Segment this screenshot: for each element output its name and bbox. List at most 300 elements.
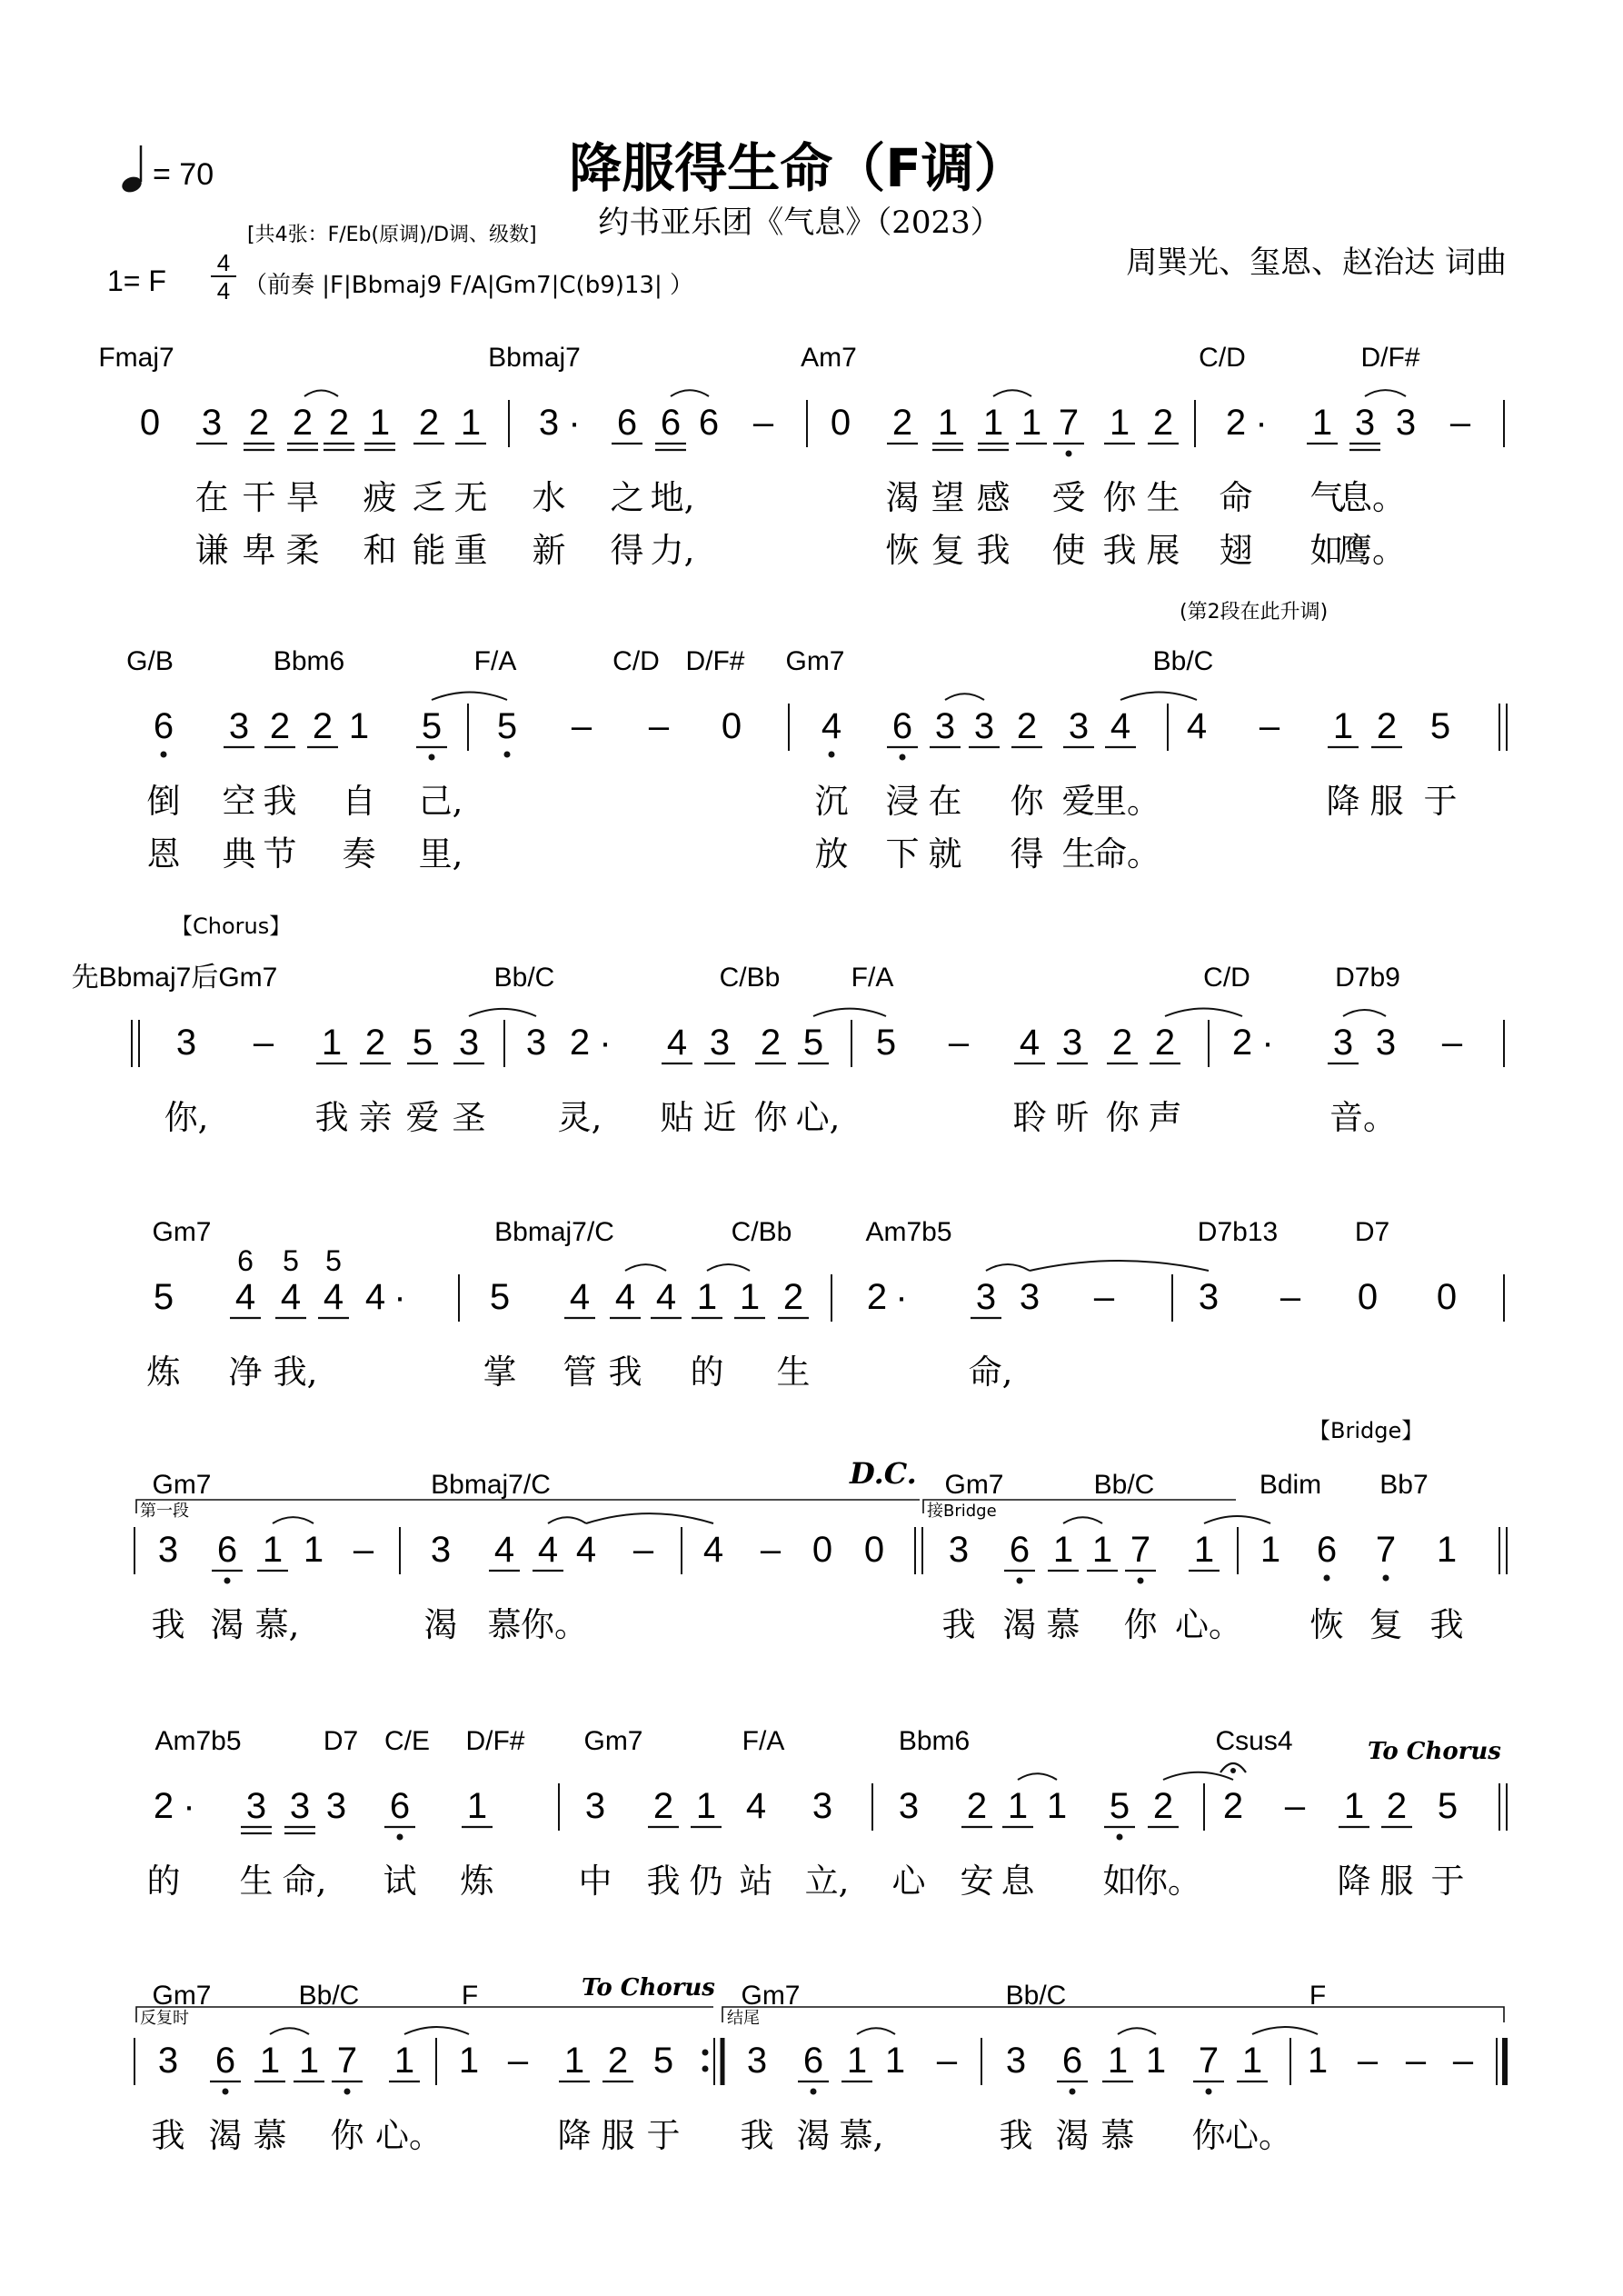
dash: –: [1357, 2041, 1379, 2081]
note: 1: [739, 1277, 761, 1317]
note: 5: [875, 1023, 897, 1063]
note: 4: [655, 1277, 677, 1317]
lyric-verse2: 奏: [342, 834, 376, 873]
dash: –: [253, 1023, 274, 1063]
note: ·: [1261, 1023, 1274, 1063]
note: 6: [216, 1530, 238, 1570]
tie: [304, 390, 338, 396]
lyric-verse2: 我: [976, 531, 1011, 570]
chord-symbol: C/D: [1199, 343, 1246, 373]
lyric-verse1: 灵,: [557, 1098, 602, 1137]
note: 2: [1222, 1786, 1244, 1826]
tie: [432, 693, 507, 700]
dash: –: [632, 1530, 654, 1570]
dash: –: [1093, 1277, 1115, 1317]
lyric-verse1: 服: [1379, 1862, 1414, 1901]
chord-symbol: Bb/C: [1005, 1981, 1067, 2011]
note: 2: [1016, 706, 1038, 746]
chord-symbol: D7: [1354, 1217, 1390, 1247]
lyric-verse1: 降: [1326, 782, 1360, 821]
lyric-verse1: 命,: [282, 1862, 327, 1901]
note: 3: [709, 1023, 731, 1063]
tempo-marking: [120, 145, 214, 195]
lyric-verse1: 你。: [1134, 1862, 1201, 1901]
chord-symbol: F/A: [742, 1726, 785, 1756]
lyric-verse1: 安: [960, 1862, 994, 1901]
octave-dot: [344, 2089, 351, 2095]
note: 6: [616, 403, 638, 443]
chord-symbol: F/A: [851, 963, 894, 993]
note: 6: [153, 706, 174, 746]
lyric-verse1: 我: [151, 2116, 185, 2155]
note: 1: [1260, 1530, 1281, 1570]
lyric-verse1: 我: [608, 1353, 642, 1392]
note: 4: [1186, 706, 1208, 746]
note: 5: [1437, 1786, 1459, 1826]
note: 4: [234, 1277, 256, 1317]
lyric-verse1: 乏: [412, 478, 446, 517]
note: 3: [1354, 403, 1376, 443]
lyric-verse1: 你,: [164, 1098, 209, 1137]
note: 4: [614, 1277, 636, 1317]
lyric-verse1: 你: [1102, 478, 1137, 517]
note: 3: [584, 1786, 606, 1826]
lyric-verse1: 己,: [418, 782, 463, 821]
chord-symbol: Am7: [801, 343, 857, 373]
octave-dot: [1117, 1834, 1123, 1841]
note: 7: [1375, 1530, 1397, 1570]
lyric-verse1: 圣: [452, 1098, 486, 1137]
chord-symbol: D7: [323, 1726, 359, 1756]
lyric-verse2: 下: [885, 834, 920, 873]
lyric-verse1: 渴: [423, 1605, 458, 1644]
note: 2: [1154, 1023, 1176, 1063]
note: 2: [866, 1277, 888, 1317]
octave-dot: [1066, 451, 1072, 457]
note: 1: [696, 1277, 718, 1317]
lyric-verse1: 降: [557, 2116, 592, 2155]
dash: –: [936, 2041, 958, 2081]
lyric-verse1: 于: [1423, 782, 1458, 821]
note: 5: [412, 1023, 433, 1063]
note: 4: [1110, 706, 1131, 746]
chord-symbol: Bbmaj7: [488, 343, 581, 373]
lyric-verse2: 能: [412, 531, 446, 570]
upper-note: 5: [283, 1244, 299, 1277]
note: 1: [1332, 706, 1354, 746]
lyric-verse1: 之: [610, 478, 644, 517]
octave-dot: [811, 2089, 817, 2095]
to-chorus-marker-1: To Chorus: [1368, 1738, 1501, 1765]
note: ·: [568, 403, 581, 443]
lyric-verse1: 恢: [1309, 1605, 1344, 1644]
note: 5: [421, 706, 443, 746]
note: 5: [496, 706, 518, 746]
chord-symbol: C/E: [383, 1726, 431, 1756]
key-signature: 1= F: [107, 265, 166, 297]
repeat-dot: [702, 2066, 709, 2072]
note: 5: [1429, 706, 1451, 746]
note: 1: [1107, 2041, 1129, 2081]
upper-note: 5: [325, 1244, 342, 1277]
lyric-verse1: 中: [578, 1862, 612, 1901]
note: 0: [721, 706, 742, 746]
dash: –: [1279, 1277, 1301, 1317]
note: 1: [1193, 1530, 1215, 1570]
note: 3: [1019, 1277, 1041, 1317]
note: 0: [812, 1530, 833, 1570]
note: 3: [746, 2041, 768, 2081]
system-1: [98, 343, 1504, 570]
dash: –: [1449, 403, 1471, 443]
note: ·: [183, 1786, 195, 1826]
chord-symbol: Gm7: [741, 1981, 801, 2011]
tie: [1165, 1008, 1242, 1016]
volta-final: 结尾: [727, 2009, 760, 2028]
chord-symbol: Bb/C: [1152, 646, 1214, 676]
lyric-verse1: 浸: [885, 782, 920, 821]
lyric-verse1: 受: [1051, 478, 1086, 517]
lyric-verse1: 净: [228, 1353, 263, 1392]
note: 1: [846, 2041, 868, 2081]
note: 3: [948, 1530, 970, 1570]
note: 7: [336, 2041, 358, 2081]
lyric-verse1: 聆: [1012, 1098, 1047, 1137]
album-subtitle: 约书亚乐团《气息》（2023）: [598, 205, 1001, 241]
note: 4: [323, 1277, 344, 1317]
system-2: [126, 646, 1507, 873]
note: 2: [418, 403, 440, 443]
octave-dot: [1206, 2089, 1212, 2095]
dash: –: [1259, 706, 1280, 746]
lyric-verse1: 炼: [146, 1353, 181, 1392]
lyric-verse1: 渴: [1002, 1605, 1037, 1644]
note: 0: [1357, 1277, 1379, 1317]
lyric-verse2: 里,: [418, 834, 463, 873]
note: 1: [1007, 1786, 1029, 1826]
lyric-verse1: 在: [928, 782, 962, 821]
chord-symbol: 先Bbmaj7后Gm7: [71, 963, 278, 993]
octave-dot: [829, 752, 835, 758]
lyric-verse1: 你。: [521, 1605, 588, 1644]
lyric-verse1: 你: [1123, 1605, 1158, 1644]
tie: [469, 1009, 536, 1016]
lyric-verse1: 我: [1429, 1605, 1464, 1644]
note: 3: [1198, 1277, 1220, 1317]
note: 2: [1152, 1786, 1174, 1826]
lyric-verse1: 里。: [1093, 782, 1160, 821]
note: 1: [321, 1023, 343, 1063]
chord-symbol: Am7b5: [865, 1217, 952, 1247]
lyric-verse1: 心。: [375, 2116, 443, 2155]
lyric-verse2: 恩: [146, 834, 181, 873]
lyric-verse2: 鹰。: [1339, 531, 1406, 570]
lyric-verse1: 倒: [146, 782, 181, 821]
chord-symbol: Gm7: [152, 1470, 212, 1500]
note: 1: [1307, 2041, 1329, 2081]
chord-symbol: D/F#: [1360, 343, 1420, 373]
note: 4: [569, 1277, 591, 1317]
dash: –: [760, 1530, 782, 1570]
chord-symbol: Bdim: [1259, 1470, 1322, 1500]
lyric-verse1: 空: [222, 782, 256, 821]
note: 4: [280, 1277, 302, 1317]
lyric-verse1: 近: [702, 1098, 737, 1137]
note: 1: [1091, 1530, 1113, 1570]
note: 7: [1130, 1530, 1151, 1570]
chord-symbol: C/Bb: [719, 963, 781, 993]
dash: –: [353, 1530, 374, 1570]
note: 7: [1198, 2041, 1220, 2081]
tie: [813, 1009, 886, 1016]
note: 1: [348, 706, 370, 746]
note: 1: [298, 2041, 320, 2081]
lyric-verse1: 服: [1369, 782, 1404, 821]
note: 3: [1005, 2041, 1027, 2081]
lyric-verse1: 渴: [1055, 2116, 1090, 2155]
lyric-verse1: 服: [601, 2116, 635, 2155]
tie: [404, 2027, 469, 2034]
lyric-verse1: 于: [646, 2116, 681, 2155]
time-signature: [211, 249, 236, 304]
lyric-verse1: 我: [151, 1605, 185, 1644]
note: 6: [1009, 1530, 1031, 1570]
chord-symbol: Am7b5: [154, 1726, 242, 1756]
lyric-verse1: 疲: [363, 478, 397, 517]
lyric-verse2: 典: [222, 834, 256, 873]
note: 3: [430, 1530, 452, 1570]
note: 3: [1061, 1023, 1083, 1063]
octave-dot: [1324, 1575, 1330, 1582]
lyric-verse1: 自: [342, 782, 376, 821]
key-change-note: (第2段在此升调): [1180, 601, 1329, 624]
lyric-verse1: 复: [1369, 1605, 1403, 1644]
note: 2: [312, 706, 334, 746]
lyric-verse1: 我,: [273, 1353, 318, 1392]
note: 1: [369, 403, 391, 443]
tie: [273, 1517, 314, 1523]
to-chorus-marker-2: To Chorus: [582, 1974, 715, 2002]
lyric-verse2: 谦: [194, 531, 229, 570]
upper-note: 6: [237, 1244, 254, 1277]
lyric-verse1: 亲: [358, 1098, 393, 1137]
note: 1: [1343, 1786, 1365, 1826]
tie: [993, 390, 1031, 396]
note: 3: [458, 1023, 480, 1063]
note: 3: [934, 706, 956, 746]
note: 4: [575, 1530, 597, 1570]
repeat-dot: [702, 2050, 709, 2056]
lyric-verse1: 生: [1146, 478, 1180, 517]
bridge-marker: 【Bridge】: [1309, 1418, 1424, 1443]
note: 2: [1225, 403, 1247, 443]
lyric-verse1: 命: [1219, 478, 1253, 517]
note: 4: [702, 1530, 724, 1570]
lyric-verse2: 和: [363, 531, 397, 570]
note: 4: [666, 1023, 688, 1063]
chord-symbol: D7b9: [1335, 963, 1400, 993]
lyric-verse1: 渴: [885, 478, 920, 517]
chord-symbol: Gm7: [785, 646, 845, 676]
svg-text:4: 4: [216, 249, 231, 276]
note: ·: [1255, 403, 1268, 443]
volta-brackets: [136, 1500, 1504, 2022]
note: 1: [259, 2041, 281, 2081]
note: 2: [364, 1023, 386, 1063]
lyric-verse1: 如: [1102, 1862, 1137, 1901]
lyric-verse1: 望: [931, 478, 965, 517]
note: 3: [973, 706, 995, 746]
note: 3: [538, 403, 560, 443]
chord-symbol: C/D: [612, 646, 660, 676]
note: 3: [1332, 1023, 1354, 1063]
system-5: [134, 1470, 1507, 1644]
tie: [986, 1264, 1030, 1271]
chord-symbol: C/Bb: [731, 1217, 792, 1247]
lyric-verse1: 慕,: [839, 2116, 884, 2155]
tie: [1018, 1773, 1057, 1780]
lyric-verse1: 的: [146, 1862, 181, 1901]
note: 3: [175, 1023, 197, 1063]
lyric-verse1: 感: [976, 478, 1011, 517]
note: 3: [157, 1530, 179, 1570]
lyric-verse2: 复: [931, 531, 965, 570]
lyric-verse1: 你: [1010, 782, 1044, 821]
lyric-verse1: 立,: [804, 1862, 850, 1901]
fermata-dot: [1230, 1768, 1236, 1773]
octave-dot: [429, 754, 435, 761]
lyric-verse2: 放: [814, 834, 849, 873]
volta-first: 第一段: [140, 1502, 189, 1521]
volta-bridge: 接Bridge: [927, 1502, 997, 1521]
note: 6: [389, 1786, 411, 1826]
note: 3: [1375, 1023, 1397, 1063]
lyric-verse1: 心,: [795, 1098, 841, 1137]
lyric-verse1: 听: [1055, 1098, 1090, 1137]
note: 3: [201, 403, 223, 443]
chord-symbol: Gm7: [152, 1217, 212, 1247]
note: 5: [652, 2041, 674, 2081]
note: 1: [884, 2041, 906, 2081]
lyric-verse1: 息: [1001, 1862, 1035, 1901]
note: 1: [1109, 403, 1130, 443]
lyric-verse2: 展: [1146, 531, 1180, 570]
note: 1: [466, 1786, 488, 1826]
lyric-verse2: 力,: [650, 531, 695, 570]
note: 1: [393, 2041, 415, 2081]
lyric-verse1: 管: [563, 1353, 597, 1392]
chord-symbol: G/B: [126, 646, 174, 676]
tie: [1163, 1772, 1233, 1780]
dash: –: [507, 2041, 529, 2081]
lyric-verse1: 我: [999, 2116, 1033, 2155]
chord-symbol: Bb/C: [1093, 1470, 1155, 1500]
lyric-verse2: 得: [610, 531, 644, 570]
lyric-verse1: 慕: [487, 1605, 522, 1644]
chord-symbol: Bbm6: [898, 1726, 971, 1756]
note: 3: [975, 1277, 997, 1317]
note: 2: [652, 1786, 674, 1826]
note: 5: [489, 1277, 511, 1317]
octave-dot: [1383, 1575, 1389, 1582]
dash: –: [648, 706, 670, 746]
tie: [1252, 2027, 1318, 2034]
note: 2: [607, 2041, 629, 2081]
lyric-verse1: 炼: [460, 1862, 494, 1901]
note: 3: [1068, 706, 1090, 746]
sheet-note: [共4张：F/Eb(原调)/D调、级数]: [247, 224, 537, 246]
volta-repeat: 反复时: [140, 2009, 189, 2028]
system-3: [72, 963, 1504, 1137]
intro-chords: （前奏 |F|Bbmaj9 F/A|Gm7|C(b9)13| ）: [244, 272, 694, 299]
note: 5: [1109, 1786, 1130, 1826]
lyric-verse1: 气: [1309, 478, 1344, 517]
lyric-verse1: 无: [453, 478, 488, 517]
chord-symbol: C/D: [1203, 963, 1250, 993]
lyric-verse1: 音。: [1329, 1098, 1397, 1137]
note: 4: [537, 1530, 559, 1570]
tie: [1120, 693, 1197, 701]
lyric-verse1: 心。: [1225, 2116, 1292, 2155]
chord-symbol: Bbmaj7/C: [431, 1470, 551, 1500]
tie: [270, 2028, 309, 2034]
note: 6: [660, 403, 682, 443]
tie: [707, 1264, 750, 1271]
note: ·: [895, 1277, 908, 1317]
chord-symbol: F: [1309, 1981, 1327, 2011]
lyric-verse1: 旱: [285, 478, 320, 517]
note: 3: [525, 1023, 547, 1063]
dash: –: [1284, 1786, 1306, 1826]
lyric-verse2: 使: [1051, 531, 1086, 570]
dc-marker: D.C.: [850, 1456, 917, 1491]
lyric-verse2: 翅: [1219, 531, 1253, 570]
tie: [1030, 1261, 1209, 1271]
chord-symbol: Gm7: [152, 1981, 212, 2011]
dash: –: [1441, 1023, 1463, 1063]
note: 0: [1436, 1277, 1458, 1317]
chord-symbol: D/F#: [465, 1726, 525, 1756]
lyric-verse2: 重: [453, 531, 488, 570]
note: 1: [982, 403, 1004, 443]
tie: [625, 1264, 666, 1271]
lyric-verse2: 如: [1309, 531, 1344, 570]
note: 3: [157, 2041, 179, 2081]
note: 3: [289, 1786, 311, 1826]
lyric-verse1: 贴: [660, 1098, 694, 1137]
note: 7: [1058, 403, 1080, 443]
note: 1: [262, 1530, 284, 1570]
lyric-verse1: 沉: [814, 782, 849, 821]
note: 2: [292, 403, 314, 443]
lyric-verse1: 于: [1430, 1862, 1465, 1901]
tempo-text: = 70: [153, 157, 214, 192]
lyric-verse1: 慕: [1100, 2116, 1135, 2155]
lyric-verse1: 掌: [483, 1353, 517, 1392]
note: 2: [569, 1023, 591, 1063]
note: 2: [1111, 1023, 1133, 1063]
note: 1: [937, 403, 959, 443]
composer-credits: 周巽光、玺恩、赵治达 词曲: [1126, 245, 1507, 281]
lyric-verse1: 爱: [1061, 782, 1096, 821]
tie: [1365, 390, 1406, 396]
note: 2: [1386, 1786, 1408, 1826]
lyric-verse1: 渴: [210, 1605, 244, 1644]
tie: [1118, 2028, 1156, 2034]
system-4: [147, 1217, 1505, 1392]
tie: [586, 1513, 713, 1523]
lyric-verse1: 干: [242, 478, 276, 517]
